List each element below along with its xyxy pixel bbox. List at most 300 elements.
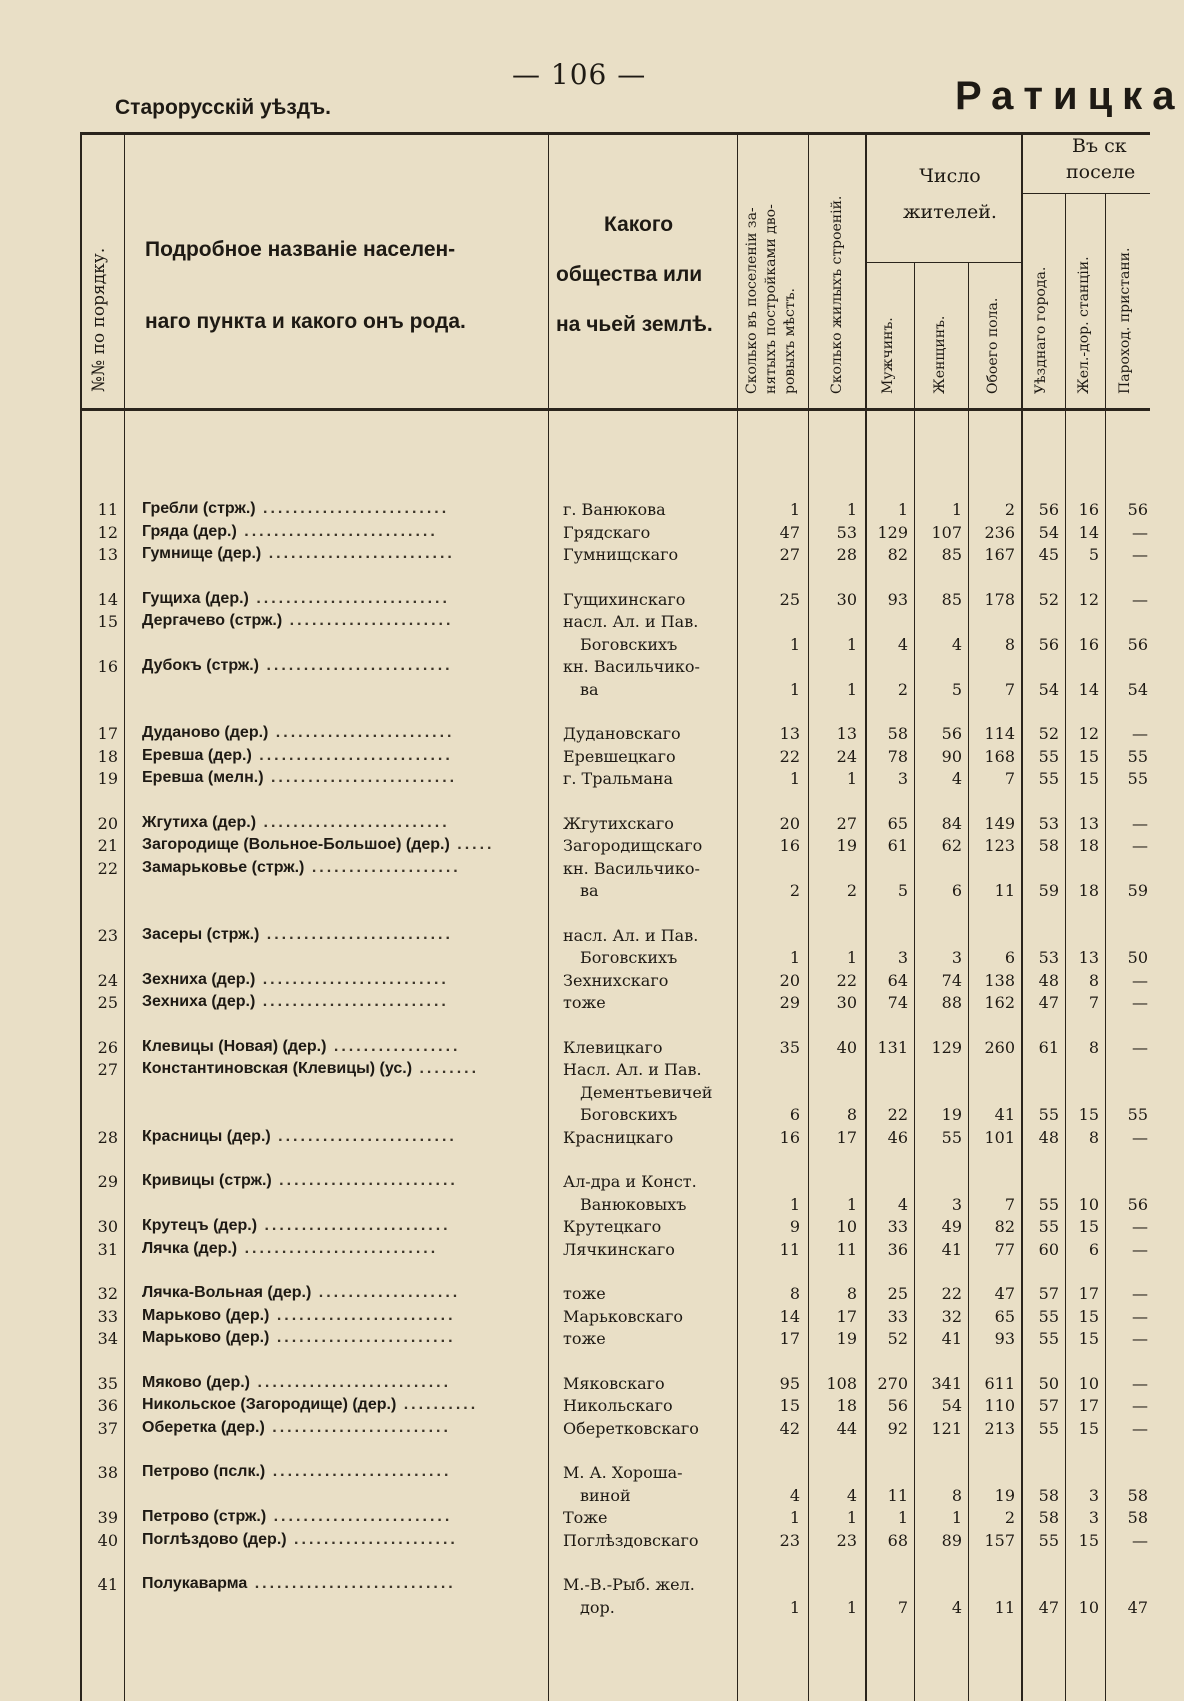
cell-pier: 56 — [1127, 500, 1148, 519]
cell-t: 236 — [984, 522, 1015, 542]
settlement-name: Оберетка (дер.) ........................ — [142, 1418, 451, 1436]
owner-line: Красницкаго — [563, 1127, 674, 1147]
cell-t: 157 — [984, 1530, 1015, 1550]
row-number: 25 — [97, 993, 118, 1012]
cell-f: 56 — [941, 724, 962, 743]
cell-bld: 19 — [836, 1329, 857, 1348]
settlement-name: Гумнище (дер.) ......................... — [142, 545, 455, 562]
cell-m: 2 — [897, 679, 908, 699]
cell-t: 2 — [1004, 500, 1015, 519]
settlement-name: Петрово (стрж.) ........................ — [142, 1508, 453, 1525]
row-number: 31 — [97, 1239, 118, 1259]
settlement-name: Марьково (дер.) ........................ — [142, 1329, 456, 1346]
cell-rail: 14 — [1078, 679, 1099, 699]
cell-f: 19 — [941, 1105, 962, 1124]
owner-line: Боговскихъ — [580, 1105, 678, 1124]
cell-plots: 1 — [789, 948, 800, 967]
cell-t: 114 — [984, 724, 1015, 743]
cell-f: 3 — [951, 1194, 962, 1214]
row-number: 24 — [97, 970, 118, 990]
cell-town: 54 — [1038, 522, 1059, 542]
cell-rail: 15 — [1078, 1329, 1099, 1348]
cell-rail: 15 — [1078, 1105, 1099, 1124]
owner-line: Тоже — [563, 1508, 608, 1527]
leader-dots: ..... — [449, 836, 495, 853]
cell-pier: — — [1132, 1037, 1148, 1057]
cell-plots: 8 — [789, 1284, 800, 1303]
cell-pier: 54 — [1127, 679, 1148, 699]
owner-line: Дудановскаго — [563, 724, 681, 743]
cell-t: 19 — [994, 1485, 1015, 1505]
header-society-line: общества или — [556, 263, 703, 286]
cell-m: 7 — [897, 1597, 908, 1617]
header-subrule-inhabitants — [865, 262, 1021, 263]
settlement-name: Загородище (Вольное-Большое) (дер.) ..... — [142, 836, 495, 853]
owner-line: г. Тральмана — [563, 769, 674, 788]
cell-rail: 10 — [1078, 1194, 1099, 1214]
cell-plots: 1 — [789, 634, 800, 654]
owner-line: Крутецкаго — [563, 1217, 662, 1236]
cell-m: 5 — [897, 881, 908, 900]
leader-dots: .......................... — [251, 746, 453, 764]
cell-m: 46 — [887, 1127, 908, 1147]
header-subrule-distance — [1021, 193, 1150, 194]
cell-bld: 4 — [846, 1485, 857, 1505]
header-buildings: Сколько жилыхъ строеній. — [829, 195, 845, 394]
leader-dots: ......................... — [257, 1217, 451, 1234]
header-society-line: Какого — [604, 213, 674, 236]
row-number: 13 — [97, 545, 118, 564]
cell-f: 41 — [941, 1329, 962, 1348]
leader-dots: ...................... — [286, 1530, 458, 1548]
cell-town: 52 — [1038, 724, 1059, 743]
settlement-name: Клевицы (Новая) (дер.) ................. — [142, 1037, 461, 1055]
cell-m: 270 — [877, 1373, 908, 1393]
cell-town: 58 — [1038, 1508, 1059, 1527]
cell-m: 33 — [887, 1217, 908, 1236]
cell-town: 60 — [1038, 1239, 1059, 1259]
cell-m: 3 — [897, 948, 908, 967]
cell-bld: 1 — [846, 1508, 857, 1527]
cell-f: 88 — [941, 993, 962, 1012]
cell-f: 49 — [941, 1217, 962, 1236]
cell-f: 4 — [951, 1597, 962, 1617]
col-rule — [865, 135, 867, 1701]
cell-m: 65 — [887, 813, 908, 833]
row-number: 12 — [97, 522, 118, 542]
cell-t: 93 — [994, 1329, 1015, 1348]
cell-t: 101 — [984, 1127, 1015, 1147]
cell-rail: 15 — [1078, 1306, 1099, 1326]
owner-line: Жгутихскаго — [563, 813, 674, 833]
cell-t: 11 — [994, 881, 1015, 900]
cell-pier: — — [1132, 1217, 1148, 1236]
cell-bld: 17 — [836, 1127, 857, 1147]
leader-dots: ........................ — [268, 724, 455, 741]
header-number: №№ по порядку. — [89, 247, 109, 392]
cell-rail: 17 — [1078, 1284, 1099, 1303]
cell-f: 107 — [931, 522, 962, 542]
cell-t: 213 — [984, 1418, 1015, 1438]
cell-bld: 30 — [836, 993, 857, 1012]
cell-rail: 13 — [1078, 948, 1099, 967]
row-number: 28 — [97, 1127, 118, 1147]
cell-bld: 30 — [836, 589, 857, 609]
row-number: 41 — [97, 1575, 118, 1594]
row-number: 18 — [97, 746, 118, 766]
cell-m: 1 — [897, 1508, 908, 1527]
cell-pier: — — [1132, 1127, 1148, 1147]
cell-t: 611 — [984, 1373, 1015, 1393]
cell-pier: — — [1132, 1329, 1148, 1348]
row-number: 33 — [97, 1306, 118, 1326]
cell-bld: 2 — [846, 881, 857, 900]
district-title: Старорусскій уѣздъ. — [115, 96, 332, 119]
owner-line: ва — [580, 679, 599, 699]
leader-dots: .......... — [396, 1396, 479, 1413]
header-inhabitants-line: жителей. — [903, 201, 997, 223]
cell-pier: 58 — [1127, 1508, 1148, 1527]
owner-line: Дементьевичей — [580, 1082, 713, 1102]
cell-rail: 12 — [1078, 724, 1099, 743]
header-society — [556, 200, 736, 350]
settlement-name: Замарьковье (стрж.) .................... — [142, 858, 461, 876]
row-number: 36 — [97, 1396, 118, 1415]
owner-line: Еревшецкаго — [563, 746, 676, 766]
cell-plots: 14 — [779, 1306, 800, 1326]
owner-line: виной — [580, 1485, 631, 1505]
header-inhabitants-line: Число — [919, 165, 981, 187]
row-number: 32 — [97, 1284, 118, 1303]
row-number: 37 — [97, 1418, 118, 1438]
cell-rail: 12 — [1078, 589, 1099, 609]
cell-plots: 11 — [779, 1239, 800, 1259]
cell-pier: — — [1132, 1530, 1148, 1550]
cell-town: 55 — [1038, 1418, 1059, 1438]
owner-line: М.-В.-Рыб. жел. — [563, 1575, 695, 1594]
cell-bld: 1 — [846, 679, 857, 699]
settlement-name: Засеры (стрж.) ......................... — [142, 925, 453, 943]
leader-dots: ........................ — [269, 1306, 456, 1324]
cell-bld: 108 — [826, 1373, 857, 1393]
row-number: 16 — [97, 657, 118, 676]
header-name-line: наго пункта и какого онъ рода. — [145, 310, 466, 333]
cell-f: 85 — [941, 545, 962, 564]
cell-bld: 1 — [846, 500, 857, 519]
cell-town: 53 — [1038, 813, 1059, 833]
cell-t: 162 — [984, 993, 1015, 1012]
cell-pier: 55 — [1127, 746, 1148, 766]
owner-line: насл. Ал. и Пав. — [563, 925, 699, 945]
leader-dots: ........ — [412, 1060, 480, 1077]
header-distance — [1066, 133, 1136, 185]
settlement-name: Марьково (дер.) ........................ — [142, 1306, 456, 1324]
cell-plots: 25 — [779, 589, 800, 609]
owner-line: Клевицкаго — [563, 1037, 663, 1057]
cell-m: 4 — [897, 1194, 908, 1214]
cell-pier: — — [1132, 1284, 1148, 1303]
cell-f: 55 — [941, 1127, 962, 1147]
cell-plots: 22 — [779, 746, 800, 766]
cell-rail: 3 — [1088, 1485, 1099, 1505]
cell-rail: 13 — [1078, 813, 1099, 833]
cell-pier: — — [1132, 970, 1148, 990]
cell-m: 22 — [887, 1105, 908, 1124]
cell-rail: 14 — [1078, 522, 1099, 542]
settlement-name: Еревша (мелн.) ......................... — [142, 769, 458, 786]
cell-plots: 35 — [779, 1037, 800, 1057]
cell-pier: — — [1132, 1239, 1148, 1259]
cell-m: 1 — [897, 500, 908, 519]
cell-plots: 1 — [789, 1508, 800, 1527]
cell-m: 11 — [887, 1485, 908, 1505]
cell-plots: 15 — [779, 1396, 800, 1415]
cell-f: 4 — [951, 634, 962, 654]
row-number: 14 — [97, 589, 118, 609]
owner-line: Оберетковскаго — [563, 1418, 699, 1438]
col-rule — [1065, 193, 1066, 1701]
cell-t: 41 — [994, 1105, 1015, 1124]
cell-m: 129 — [877, 522, 908, 542]
cell-f: 3 — [951, 948, 962, 967]
leader-dots: ........................ — [270, 1127, 457, 1145]
header-town: Уѣзднаго города. — [1033, 266, 1049, 394]
owner-line: М. А. Хороша- — [563, 1463, 683, 1482]
cell-plots: 1 — [789, 1194, 800, 1214]
header-pier: Пароход. пристани. — [1117, 247, 1133, 394]
row-number: 26 — [97, 1037, 118, 1057]
cell-pier: 55 — [1127, 1105, 1148, 1124]
cell-town: 61 — [1038, 1037, 1059, 1057]
cell-m: 56 — [887, 1396, 908, 1415]
owner-line: Мяковскаго — [563, 1373, 665, 1393]
leader-dots: ......................... — [261, 545, 455, 562]
cell-t: 168 — [984, 746, 1015, 766]
header-distance-line: Въ ск — [1072, 135, 1127, 157]
cell-pier: 50 — [1127, 948, 1148, 967]
row-number: 38 — [97, 1463, 118, 1482]
cell-pier: — — [1132, 545, 1148, 564]
cell-t: 7 — [1004, 769, 1015, 788]
leader-dots: ......................... — [259, 925, 453, 943]
owner-line: Боговскихъ — [580, 948, 678, 967]
row-number: 34 — [97, 1329, 118, 1348]
row-number: 20 — [97, 813, 118, 833]
cell-rail: 15 — [1078, 1530, 1099, 1550]
cell-plots: 1 — [789, 679, 800, 699]
owner-line: кн. Васильчико- — [563, 858, 700, 878]
row-number: 15 — [97, 612, 118, 631]
cell-rail: 5 — [1088, 545, 1099, 564]
settlement-name: Полукаварма ........................... — [142, 1575, 456, 1592]
cell-m: 131 — [877, 1037, 908, 1057]
settlement-name: Красницы (дер.) ........................ — [142, 1127, 457, 1145]
cell-plots: 2 — [789, 881, 800, 900]
cell-plots: 1 — [789, 500, 800, 519]
cell-pier: 56 — [1127, 1194, 1148, 1214]
cell-bld: 22 — [836, 970, 857, 990]
cell-bld: 53 — [836, 522, 857, 542]
owner-line: г. Ванюкова — [563, 500, 666, 519]
cell-pier: — — [1132, 589, 1148, 609]
cell-m: 78 — [887, 746, 908, 766]
table-top-rule — [80, 132, 1150, 135]
cell-town: 55 — [1038, 1105, 1059, 1124]
col-rule — [914, 262, 915, 1701]
leader-dots: ................. — [326, 1037, 461, 1055]
settlement-name: Лячка-Вольная (дер.) ................... — [142, 1284, 461, 1301]
cell-m: 61 — [887, 836, 908, 855]
owner-line: дор. — [580, 1597, 615, 1617]
cell-m: 64 — [887, 970, 908, 990]
row-number: 23 — [97, 925, 118, 945]
settlement-name: Никольское (Загородище) (дер.) .......... — [142, 1396, 479, 1413]
cell-plots: 16 — [779, 836, 800, 855]
owner-line: Лячкинскаго — [563, 1239, 675, 1259]
cell-town: 48 — [1038, 1127, 1059, 1147]
cell-plots: 29 — [779, 993, 800, 1012]
header-name-line: Подробное названіе населен- — [145, 238, 456, 261]
page-number: — 106 — — [512, 58, 647, 91]
cell-f: 4 — [951, 769, 962, 788]
owner-line: Гущихинскаго — [563, 589, 686, 609]
cell-rail: 8 — [1088, 1037, 1099, 1057]
cell-pier: — — [1132, 993, 1148, 1012]
header-plots-1: Сколько въ поселеніи за- — [744, 207, 760, 394]
leader-dots: .......................... — [248, 589, 450, 607]
cell-t: 47 — [994, 1284, 1015, 1303]
cell-rail: 8 — [1088, 970, 1099, 990]
row-number: 40 — [97, 1530, 118, 1550]
cell-rail: 18 — [1078, 881, 1099, 900]
cell-bld: 1 — [846, 769, 857, 788]
cell-f: 341 — [931, 1373, 962, 1393]
cell-town: 58 — [1038, 836, 1059, 855]
cell-rail: 10 — [1078, 1373, 1099, 1393]
cell-town: 50 — [1038, 1373, 1059, 1393]
cell-f: 62 — [941, 836, 962, 855]
cell-town: 55 — [1038, 1306, 1059, 1326]
header-rail: Жел.-дор. станціи. — [1076, 256, 1092, 394]
cell-m: 36 — [887, 1239, 908, 1259]
cell-pier: 59 — [1127, 881, 1148, 900]
header-distance-line: поселе — [1066, 161, 1136, 183]
cell-bld: 8 — [846, 1284, 857, 1303]
cell-m: 93 — [887, 589, 908, 609]
cell-bld: 19 — [836, 836, 857, 855]
settlement-name: Зехниха (дер.) ......................... — [142, 970, 449, 988]
cell-plots: 42 — [779, 1418, 800, 1438]
cell-f: 1 — [951, 500, 962, 519]
settlement-name: Константиновская (Клевицы) (ус.) ........ — [142, 1060, 480, 1077]
cell-plots: 1 — [789, 1597, 800, 1617]
cell-rail: 15 — [1078, 746, 1099, 766]
cell-town: 56 — [1038, 634, 1059, 654]
cell-bld: 17 — [836, 1306, 857, 1326]
cell-plots: 17 — [779, 1329, 800, 1348]
owner-line: тоже — [563, 993, 606, 1012]
cell-pier: — — [1132, 1306, 1148, 1326]
cell-town: 58 — [1038, 1485, 1059, 1505]
owner-line: Грядскаго — [563, 522, 651, 542]
cell-pier: — — [1132, 836, 1148, 855]
cell-rail: 7 — [1088, 993, 1099, 1012]
cell-bld: 23 — [836, 1530, 857, 1550]
cell-rail: 15 — [1078, 1217, 1099, 1236]
cell-bld: 18 — [836, 1396, 857, 1415]
settlement-name: Дубокъ (стрж.) ......................... — [142, 657, 453, 674]
cell-m: 4 — [897, 634, 908, 654]
cell-f: 5 — [951, 679, 962, 699]
col-rule — [1021, 135, 1023, 1701]
cell-town: 57 — [1038, 1396, 1059, 1415]
header-name — [145, 214, 545, 358]
cell-bld: 13 — [836, 724, 857, 743]
cell-t: 65 — [994, 1306, 1015, 1326]
owner-line: Зехнихскаго — [563, 970, 669, 990]
owner-line: тоже — [563, 1284, 606, 1303]
cell-pier: 55 — [1127, 769, 1148, 788]
cell-bld: 8 — [846, 1105, 857, 1124]
col-rule — [808, 135, 809, 1701]
cell-bld: 1 — [846, 948, 857, 967]
header-both: Обоего пола. — [985, 297, 1001, 394]
header-inhabitants — [885, 158, 1015, 230]
leader-dots: ......................... — [256, 813, 450, 831]
settlement-name: Крутецъ (дер.) ......................... — [142, 1217, 451, 1234]
cell-m: 3 — [897, 769, 908, 788]
cell-t: 178 — [984, 589, 1015, 609]
cell-plots: 4 — [789, 1485, 800, 1505]
leader-dots: .......................... — [237, 1239, 439, 1257]
cell-plots: 1 — [789, 769, 800, 788]
cell-town: 55 — [1038, 746, 1059, 766]
cell-pier: 58 — [1127, 1485, 1148, 1505]
leader-dots: ........................ — [271, 1172, 458, 1189]
cell-t: 82 — [994, 1217, 1015, 1236]
cell-rail: 16 — [1078, 634, 1099, 654]
cell-bld: 28 — [836, 545, 857, 564]
col-rule — [124, 135, 125, 1701]
row-number: 30 — [97, 1217, 118, 1236]
cell-rail: 16 — [1078, 500, 1099, 519]
leader-dots: ........................ — [264, 1418, 451, 1436]
row-number: 39 — [97, 1508, 118, 1527]
cell-plots: 27 — [779, 545, 800, 564]
cell-rail: 15 — [1078, 769, 1099, 788]
settlement-name: Гребли (стрж.) ......................... — [142, 500, 450, 517]
volost-title: Ратицка — [955, 74, 1184, 118]
cell-t: 149 — [984, 813, 1015, 833]
cell-t: 260 — [984, 1037, 1015, 1057]
settlement-name: Петрово (пслк.) ........................ — [142, 1463, 452, 1480]
cell-town: 48 — [1038, 970, 1059, 990]
cell-f: 54 — [941, 1396, 962, 1415]
settlement-name: Гряда (дер.) .......................... — [142, 522, 438, 540]
cell-f: 1 — [951, 1508, 962, 1527]
header-plots-2: нятыхъ постройками дво- — [763, 204, 779, 394]
leader-dots: ...................... — [282, 612, 454, 629]
col-rule — [968, 262, 969, 1701]
cell-t: 167 — [984, 545, 1015, 564]
header-female: Женщинъ. — [932, 315, 948, 394]
cell-t: 2 — [1004, 1508, 1015, 1527]
cell-town: 55 — [1038, 769, 1059, 788]
row-number: 35 — [97, 1373, 118, 1393]
cell-town: 59 — [1038, 881, 1059, 900]
cell-rail: 15 — [1078, 1418, 1099, 1438]
cell-m: 58 — [887, 724, 908, 743]
